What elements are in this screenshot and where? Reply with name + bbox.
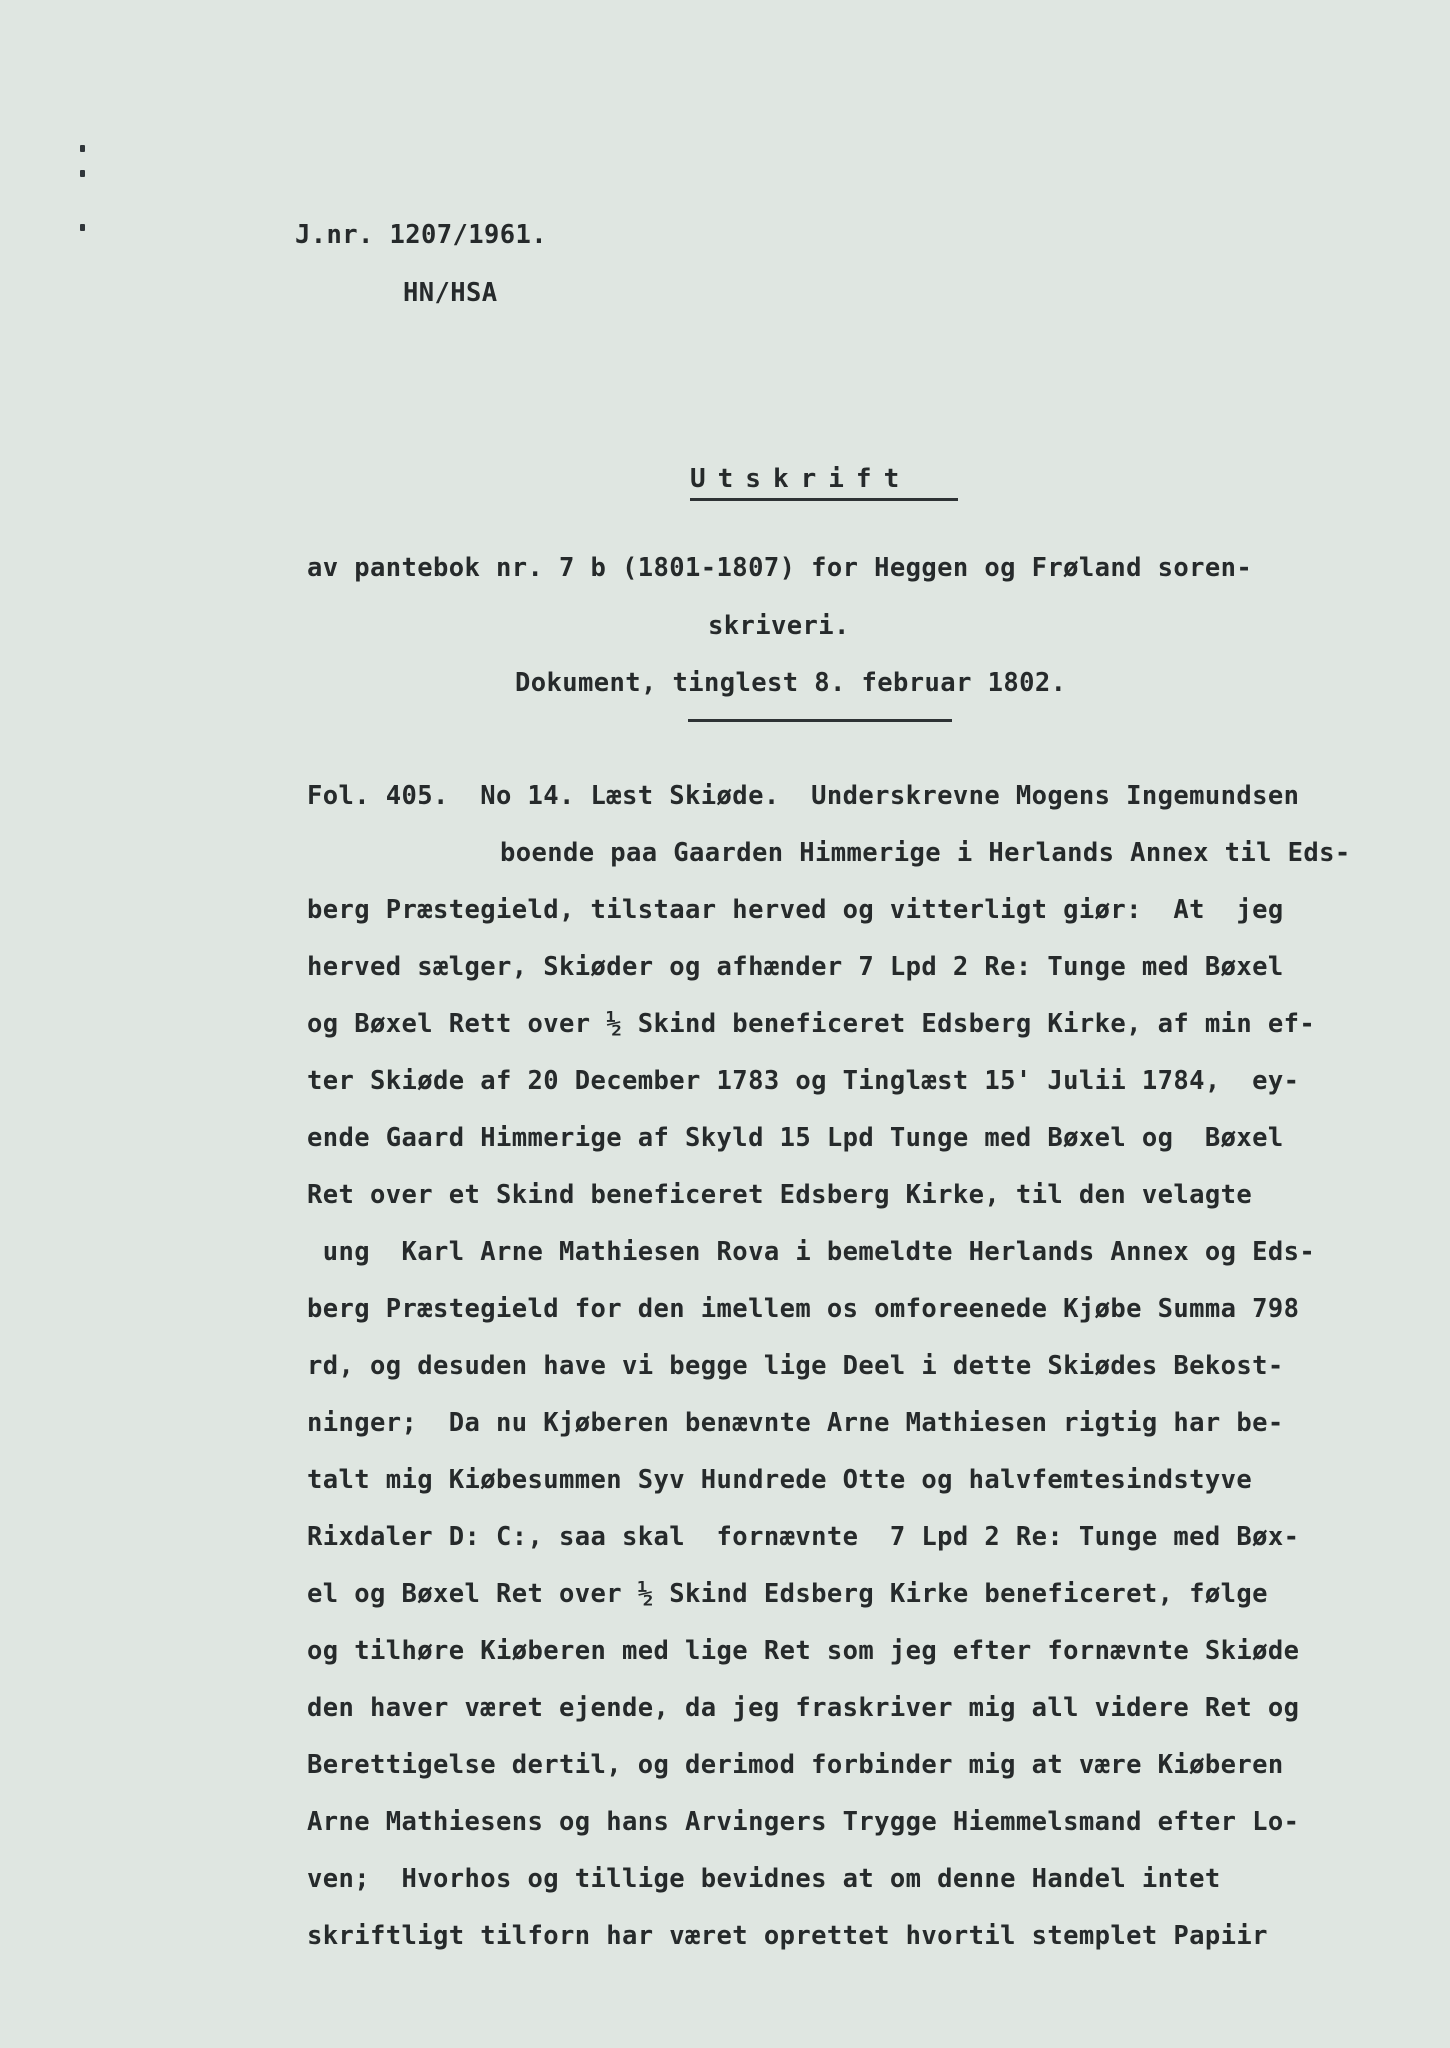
body-line: og tilhøre Kiøberen med lige Ret som jeg efter fornævnte Skiøde bbox=[307, 1636, 1300, 1666]
body-line: talt mig Kiøbesummen Syv Hundrede Otte og halvfemtesindstyve bbox=[307, 1465, 1253, 1495]
body-line: Fol. 405. No 14. Læst Skiøde. Underskrevne Mogens Ingemundsen bbox=[307, 781, 1300, 811]
body-line: skriftligt tilforn har været oprettet hvortil stemplet Papiir bbox=[307, 1921, 1268, 1951]
body-line: ven; Hvorhos og tillige bevidnes at om denne Handel intet bbox=[307, 1864, 1221, 1894]
body-line: Arne Mathiesens og hans Arvingers Trygge Hiemmelsmand efter Lo- bbox=[307, 1807, 1300, 1837]
body-line: boende paa Gaarden Himmerige i Herlands Annex til Eds- bbox=[500, 838, 1351, 868]
body-line: og Bøxel Rett over ½ Skind beneficeret Edsberg Kirke, af min ef- bbox=[307, 1009, 1316, 1039]
body-line: rd, og desuden have vi begge lige Deel i dette Skiødes Bekost- bbox=[307, 1351, 1284, 1381]
initials: HN/HSA bbox=[403, 278, 498, 308]
body-line: ende Gaard Himmerige af Skyld 15 Lpd Tunge med Bøxel og Bøxel bbox=[307, 1123, 1284, 1153]
journal-number: J.nr. 1207/1961. bbox=[295, 220, 548, 250]
body-line: ninger; Da nu Kjøberen benævnte Arne Mathiesen rigtig har be- bbox=[307, 1408, 1284, 1438]
subtitle-line-2: skriveri. bbox=[708, 611, 850, 641]
body-line: ung Karl Arne Mathiesen Rova i bemeldte Herlands Annex og Eds- bbox=[307, 1237, 1316, 1267]
body-line: den haver været ejende, da jeg fraskriver mig all videre Ret og bbox=[307, 1693, 1300, 1723]
title-underline bbox=[690, 498, 958, 501]
body-line: Rixdaler D: C:, saa skal fornævnte 7 Lpd 2 Re: Tunge med Bøx- bbox=[307, 1522, 1300, 1552]
subtitle-line-1: av pantebok nr. 7 b (1801-1807) for Heggen og Frøland soren- bbox=[307, 553, 1253, 583]
document-title: Utskrift bbox=[690, 464, 912, 494]
body-line: ter Skiøde af 20 December 1783 og Tinglæst 15' Julii 1784, ey- bbox=[307, 1066, 1300, 1096]
body-line: Ret over et Skind beneficeret Edsberg Kirke, til den velagte bbox=[307, 1180, 1253, 1210]
binding-marks bbox=[80, 140, 90, 240]
body-line: el og Bøxel Ret over ½ Skind Edsberg Kirke beneficeret, følge bbox=[307, 1579, 1268, 1609]
body-line: berg Præstegield, tilstaar herved og vitterligt giør: At jeg bbox=[307, 895, 1284, 925]
body-line: Berettigelse dertil, og derimod forbinder mig at være Kiøberen bbox=[307, 1750, 1284, 1780]
separator-rule bbox=[688, 719, 952, 722]
subtitle-line-3: Dokument, tinglest 8. februar 1802. bbox=[515, 668, 1067, 698]
body-line: herved sælger, Skiøder og afhænder 7 Lpd 2 Re: Tunge med Bøxel bbox=[307, 952, 1284, 982]
body-line: berg Præstegield for den imellem os omforeenede Kjøbe Summa 798 bbox=[307, 1294, 1300, 1324]
